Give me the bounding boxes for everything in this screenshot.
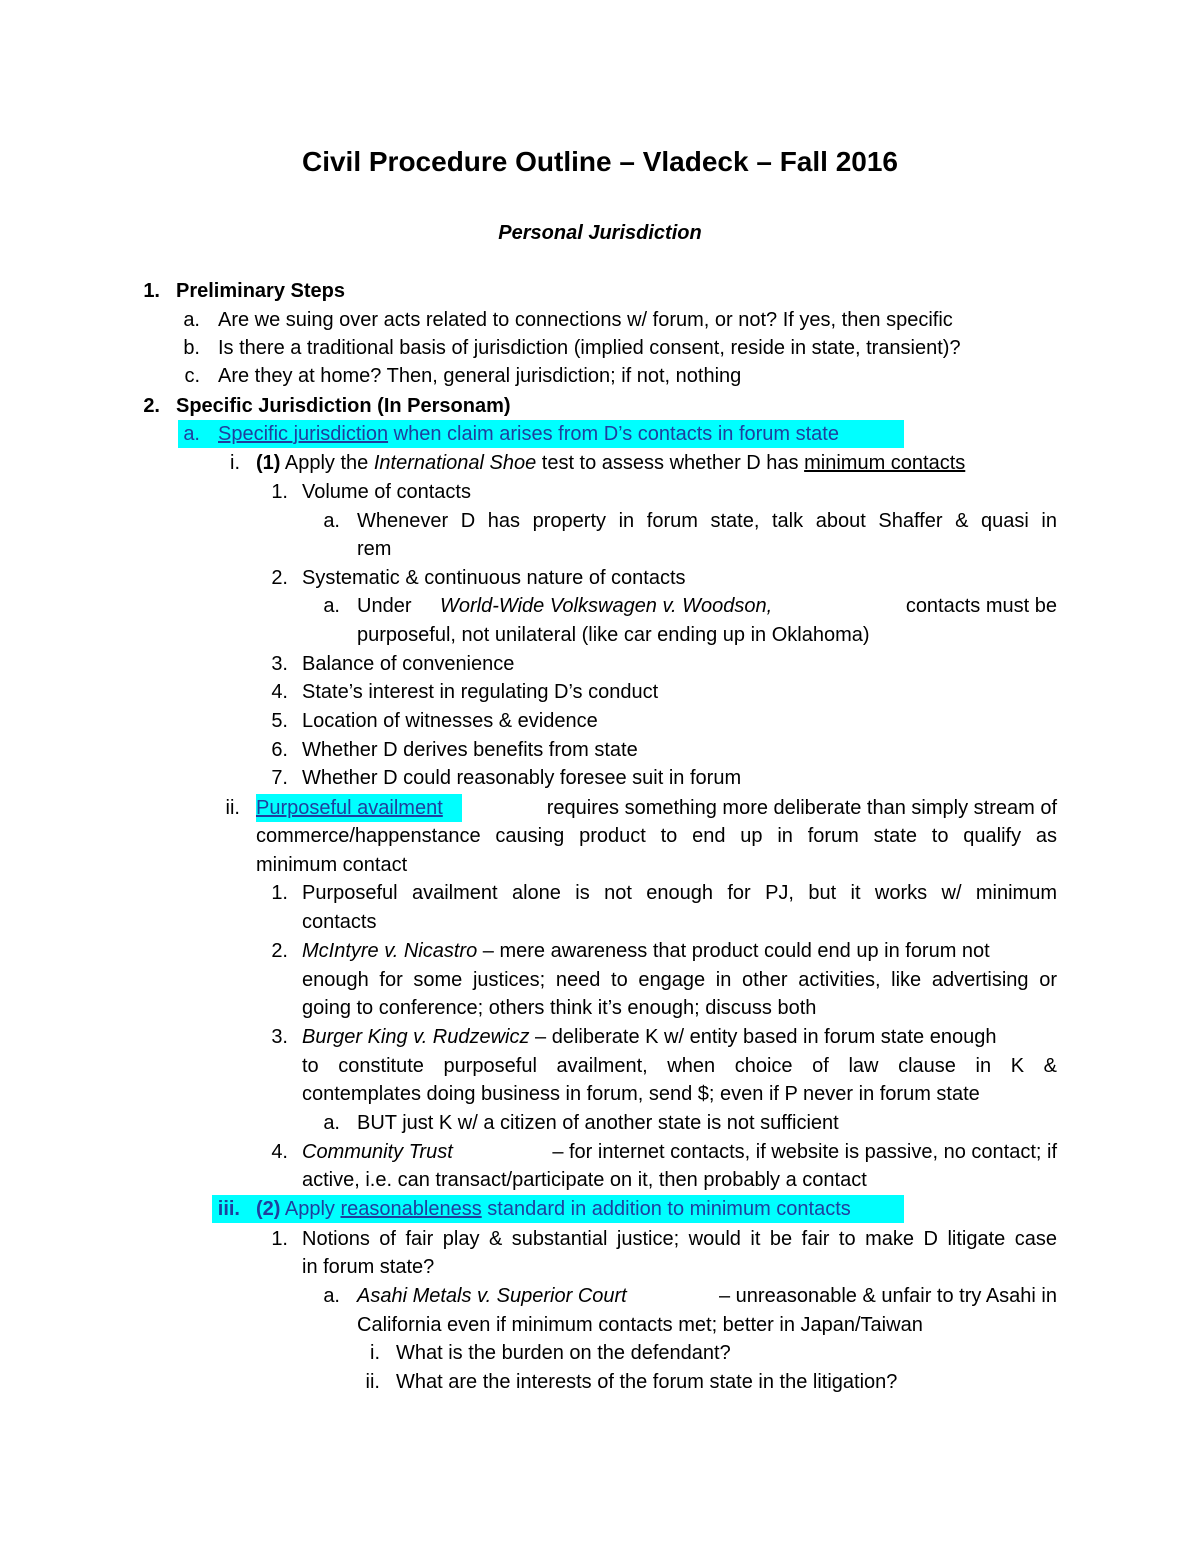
case-name: International Shoe — [373, 452, 537, 474]
list-item: (1) Apply the International Shoe test to assess whether D has minimum contacts — [256, 452, 966, 474]
list-item: Is there a traditional basis of jurisdiction (implied consent, reside in state, transient)? — [218, 337, 961, 359]
list-item-part: requires something more deliberate than simply stream of — [546, 797, 1057, 819]
list-item: Notions of fair play & substantial justice; would it be fair to make D litigate case — [302, 1228, 1057, 1250]
list-marker: a. — [323, 510, 340, 532]
heading-specific-jurisdiction: Specific Jurisdiction (In Personam) — [176, 395, 511, 417]
list-item-continued: rem — [357, 538, 392, 560]
list-item-part: – for internet contacts, if website is passive, no contact; if — [552, 1141, 1057, 1163]
list-marker: 2. — [143, 395, 160, 417]
case-name: Burger King v. Rudzewicz — [302, 1026, 530, 1048]
list-marker: a. — [183, 423, 200, 445]
list-marker: 2. — [271, 940, 288, 962]
list-item-part: Under — [357, 595, 412, 617]
heading-preliminary-steps: Preliminary Steps — [176, 280, 345, 302]
list-item-part: contacts must be — [905, 595, 1057, 617]
list-marker: a. — [323, 595, 340, 617]
list-item: Purposeful availment alone is not enough for PJ, but it works w/ minimum — [302, 882, 1057, 904]
list-item-continued: enough for some justices; need to engage in other activities, like advertising or — [302, 969, 1057, 991]
list-marker: 1. — [271, 882, 288, 904]
case-name: World-Wide Volkswagen v. Woodson, — [440, 595, 773, 617]
list-marker: a. — [323, 1285, 340, 1307]
list-item-part: – unreasonable & unfair to try Asahi in — [719, 1285, 1057, 1307]
list-item-continued: contacts — [302, 911, 377, 933]
list-marker: ii. — [225, 797, 240, 819]
list-item: Whether D could reasonably foresee suit in forum — [302, 767, 742, 789]
list-item-continued: active, i.e. can transact/participate on it, then probably a contact — [302, 1169, 867, 1191]
list-marker: ii. — [365, 1371, 380, 1393]
document-title: Civil Procedure Outline – Vladeck – Fall 2016 — [301, 146, 899, 177]
case-name: Community Trust — [302, 1141, 453, 1163]
list-item: What is the burden on the defendant? — [396, 1342, 731, 1364]
list-marker: a. — [183, 309, 200, 331]
list-marker: 3. — [271, 653, 288, 675]
term-minimum-contacts: minimum contacts — [804, 452, 966, 474]
list-marker: 5. — [271, 710, 288, 732]
term-specific-jurisdiction: Specific jurisdiction — [218, 423, 389, 445]
term-purposeful-availment: Purposeful availment — [256, 797, 443, 819]
list-marker: 7. — [271, 767, 288, 789]
section-subtitle: Personal Jurisdiction — [498, 222, 702, 244]
list-marker: 1. — [271, 481, 288, 503]
list-marker: b. — [183, 337, 200, 359]
list-marker: 4. — [271, 681, 288, 703]
list-item: State’s interest in regulating D’s conduct — [302, 681, 659, 703]
list-item-continued: going to conference; others think it’s enough; discuss both — [302, 997, 817, 1019]
list-marker: iii. — [217, 1198, 240, 1220]
list-item-highlighted: (2) Apply reasonableness standard in addition to minimum contacts — [256, 1198, 851, 1220]
list-marker: c. — [184, 365, 200, 387]
list-item-continued: minimum contact — [256, 854, 408, 876]
list-item: Location of witnesses & evidence — [302, 710, 598, 732]
list-marker: 1. — [271, 1228, 288, 1250]
list-item-continued: contemplates doing business in forum, send $; even if P never in forum state — [302, 1083, 980, 1105]
case-name: McIntyre v. Nicastro — [302, 940, 478, 962]
list-marker: a. — [323, 1112, 340, 1134]
list-item: Are they at home? Then, general jurisdiction; if not, nothing — [218, 365, 742, 387]
list-item: Balance of convenience — [302, 653, 515, 675]
list-marker: 1. — [143, 280, 160, 302]
list-item: Burger King v. Rudzewicz – deliberate K w/ entity based in forum state enough — [302, 1026, 997, 1048]
list-item-continued: to constitute purposeful availment, when choice of law clause in K & — [302, 1055, 1057, 1077]
list-marker: i. — [230, 452, 240, 474]
list-item: Whenever D has property in forum state, talk about Shaffer & quasi in — [357, 510, 1057, 532]
list-item-continued: commerce/happenstance causing product to end up in forum state to qualify as — [256, 825, 1057, 847]
list-item: BUT just K w/ a citizen of another state is not sufficient — [357, 1112, 839, 1134]
list-item: What are the interests of the forum state in the litigation? — [396, 1371, 898, 1393]
term-reasonableness: reasonableness — [340, 1198, 482, 1220]
list-item-highlighted: Specific jurisdiction when claim arises from D’s contacts in forum state — [218, 423, 839, 445]
list-marker: i. — [370, 1342, 380, 1364]
list-marker: 2. — [271, 567, 288, 589]
case-name: Asahi Metals v. Superior Court — [357, 1285, 627, 1307]
list-marker: 6. — [271, 739, 288, 761]
list-item: McIntyre v. Nicastro – mere awareness that product could end up in forum not — [302, 940, 990, 962]
list-item-continued: in forum state? — [302, 1256, 435, 1278]
list-item: Are we suing over acts related to connections w/ forum, or not? If yes, then specific — [218, 309, 953, 331]
list-marker: 4. — [271, 1141, 288, 1163]
list-item: Systematic & continuous nature of contacts — [302, 567, 686, 589]
list-item: Volume of contacts — [302, 481, 471, 503]
list-marker: 3. — [271, 1026, 288, 1048]
list-item-continued: California even if minimum contacts met; better in Japan/Taiwan — [357, 1314, 923, 1336]
list-item: Whether D derives benefits from state — [302, 739, 638, 761]
list-item-continued: purposeful, not unilateral (like car ending up in Oklahoma) — [357, 624, 870, 646]
